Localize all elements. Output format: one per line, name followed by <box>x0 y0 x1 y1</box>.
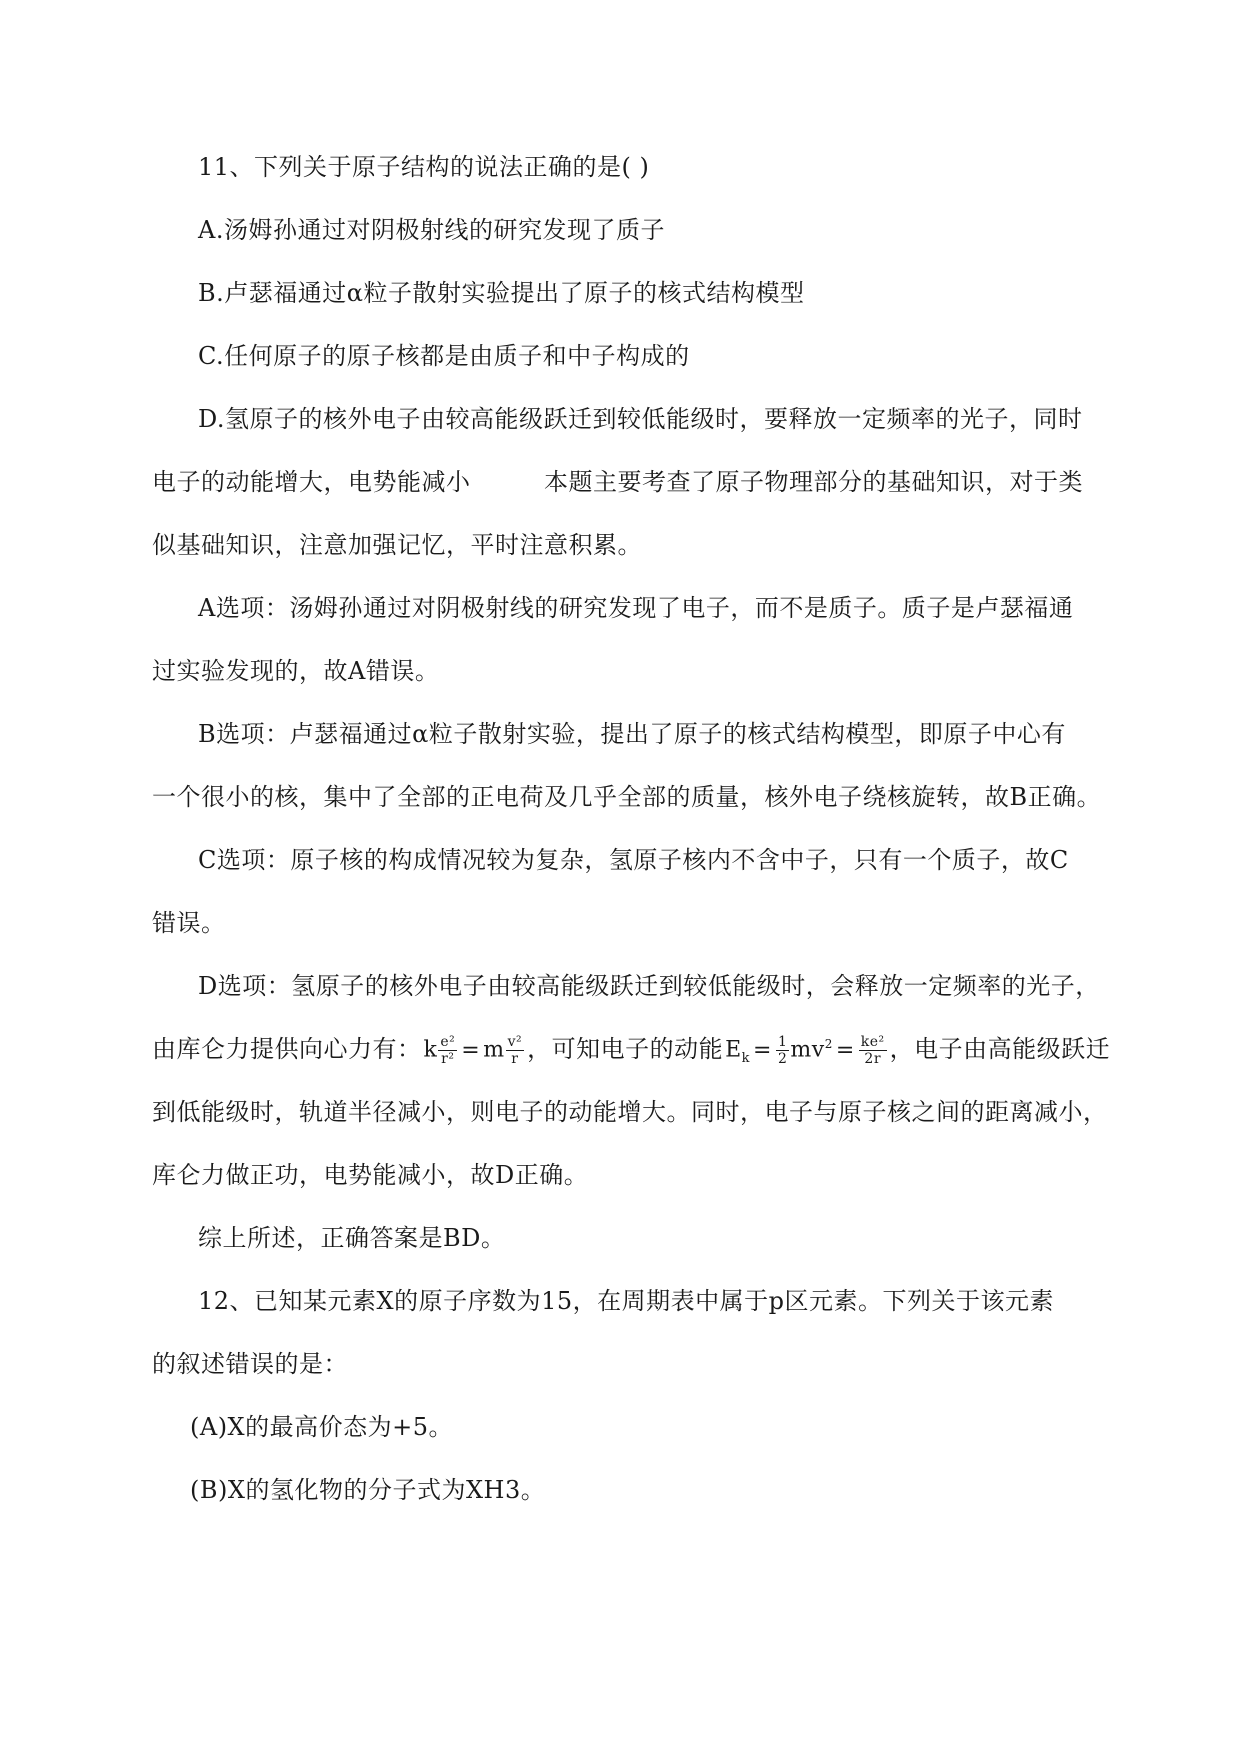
explanation-d-line3: 到低能级时，轨道半径减小，则电子的动能增大。同时，电子与原子核之间的距离减小， <box>152 1098 1108 1126</box>
formula-prefix: 由库仑力提供向心力有： <box>152 1035 422 1063</box>
explanation-b-line2: 一个很小的核，集中了全部的正电荷及几乎全部的质量，核外电子绕核旋转，故B正确。 <box>152 783 1102 811</box>
question-12-stem-line1: 12、已知某元素X的原子序数为15，在周期表中属于p区元素。下列关于该元素 <box>198 1287 1055 1315</box>
question-12-option-a: (A)X的最高价态为+5。 <box>190 1413 454 1441</box>
formula-middle: ，可知电子的动能 <box>527 1035 724 1063</box>
explanation-a-line1: A选项：汤姆孙通过对阴极射线的研究发现了电子，而不是质子。质子是卢瑟福通 <box>198 594 1074 622</box>
explanation-d-formula-line <box>152 1032 1110 1067</box>
summary-answer: 综上所述，正确答案是BD。 <box>198 1224 506 1252</box>
question-11-stem: 11、下列关于原子结构的说法正确的是( ) <box>198 153 650 181</box>
option-c: C.任何原子的原子核都是由质子和中子构成的 <box>198 342 690 370</box>
option-d-line1: D.氢原子的核外电子由较高能级跃迁到较低能级时，要释放一定频率的光子，同时 <box>198 405 1083 433</box>
explanation-d-line4: 库仑力做正功，电势能减小，故D正确。 <box>152 1161 589 1189</box>
option-d-line2: 电子的动能增大，电势能减小 本题主要考查了原子物理部分的基础知识，对于类 <box>152 468 1083 496</box>
explanation-a-line2: 过实验发现的，故A错误。 <box>152 657 440 685</box>
question-12-stem-line2: 的叙述错误的是： <box>152 1350 348 1378</box>
option-b: B.卢瑟福通过α粒子散射实验提出了原子的核式结构模型 <box>198 279 805 307</box>
option-a: A.汤姆孙通过对阴极射线的研究发现了质子 <box>198 216 665 244</box>
coulomb-formula: k $\frac{\text{e²}}{\text{r²}}$ = m $\frac{\text{v²}}{r}$ <box>423 1034 523 1067</box>
analysis-intro: 似基础知识，注意加强记忆，平时注意积累。 <box>152 531 642 559</box>
kinetic-energy-formula: $E_k$ = $\frac{1}{2}$ $mv^2$ = $\frac{\text{ke²}}{2r}$ <box>725 1034 885 1067</box>
explanation-c-line1: C选项：原子核的构成情况较为复杂，氢原子核内不含中子，只有一个质子，故C <box>198 846 1069 874</box>
explanation-b-line1: B选项：卢瑟福通过α粒子散射实验，提出了原子的核式结构模型，即原子中心有 <box>198 720 1066 748</box>
explanation-d-line1: D选项：氢原子的核外电子由较高能级跃迁到较低能级时，会释放一定频率的光子， <box>198 972 1100 1000</box>
formula-suffix: ，电子由高能级跃迁 <box>889 1035 1111 1063</box>
explanation-c-line2: 错误。 <box>152 909 226 937</box>
question-12-option-b: (B)X的氢化物的分子式为XH3。 <box>190 1476 546 1504</box>
